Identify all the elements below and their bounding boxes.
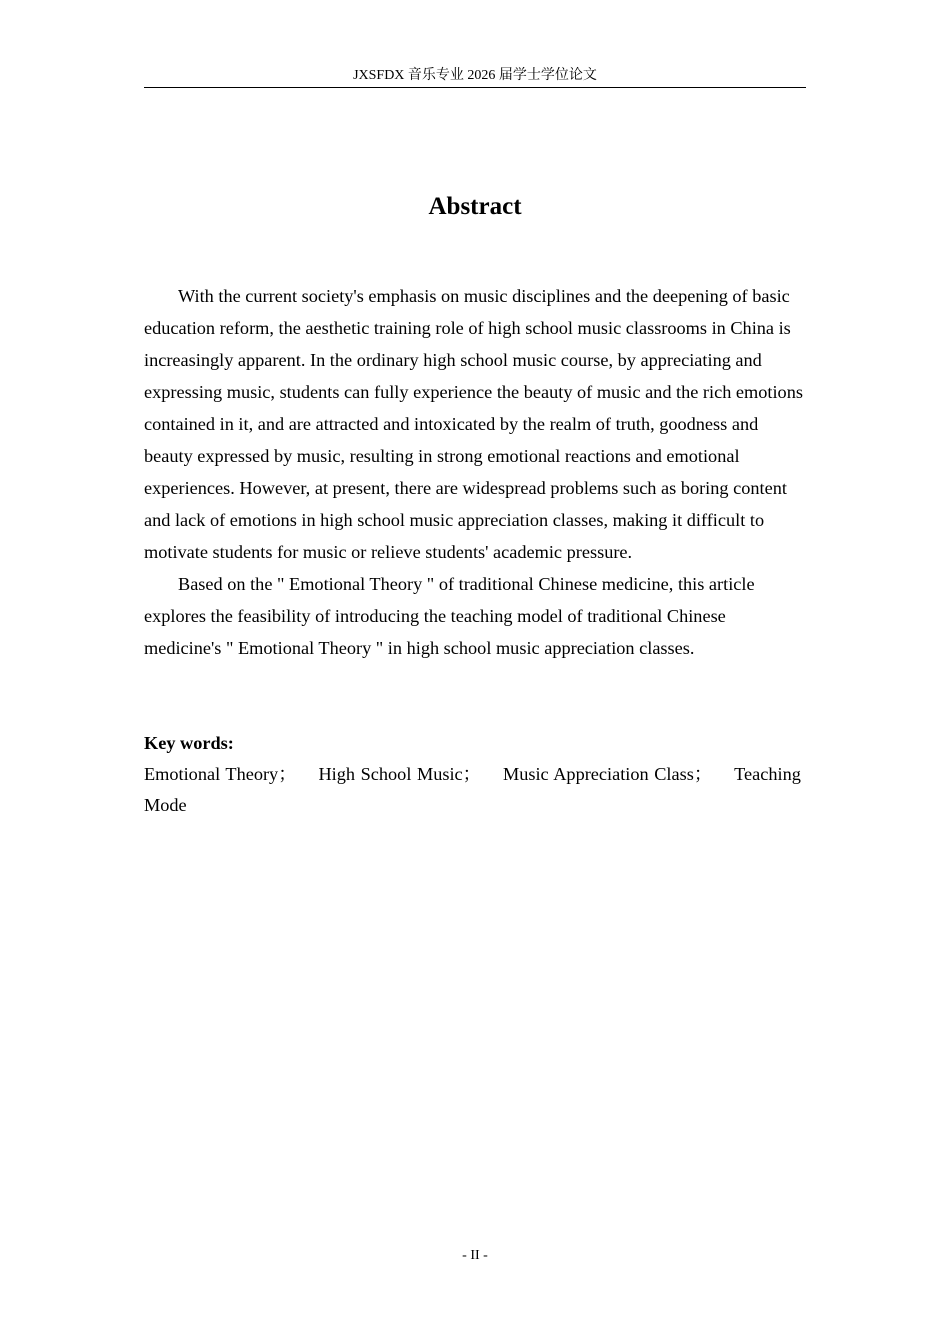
keyword-item: Music Appreciation Class；: [502, 764, 713, 784]
page-number: - II -: [462, 1248, 488, 1263]
keyword-item: High School Music；: [318, 764, 481, 784]
keywords-list: [144, 759, 806, 821]
abstract-paragraph: With the current society's emphasis on music disciplines and the deepening of basic education reform, the aesthetic training role of high school music classrooms in China is increasingly apparent. In the ordinary high school music course, by appreciating and expressing music, students can fully experience the beauty of music and the rich emotions contained in it, and are attracted and intoxicated by the realm of truth, goodness and beauty expressed by music, resulting in strong emotional reactions and emotional experiences. However, at present, there are widespread problems such as boring content and lack of emotions in high school music appreciation classes, making it difficult to motivate students for music or relieve students' academic pressure.: [144, 286, 803, 562]
keyword-item: Emotional Theory；: [144, 764, 297, 784]
page-header: [144, 66, 806, 88]
abstract-body: [144, 280, 806, 664]
keywords-heading: Key words:: [144, 733, 234, 753]
keywords-block: [144, 727, 806, 821]
keyword-item: Teaching Mode: [144, 764, 801, 815]
running-title: JXSFDX 音乐专业 2026 届学士学位论文: [353, 68, 597, 83]
abstract-paragraph: Based on the " Emotional Theory " of traditional Chinese medicine, this article explores the feasibility of introducing the teaching model of traditional Chinese medicine's " Emotional Theory " in high school music appreciation classes.: [144, 574, 755, 658]
abstract-title: Abstract: [428, 193, 522, 220]
